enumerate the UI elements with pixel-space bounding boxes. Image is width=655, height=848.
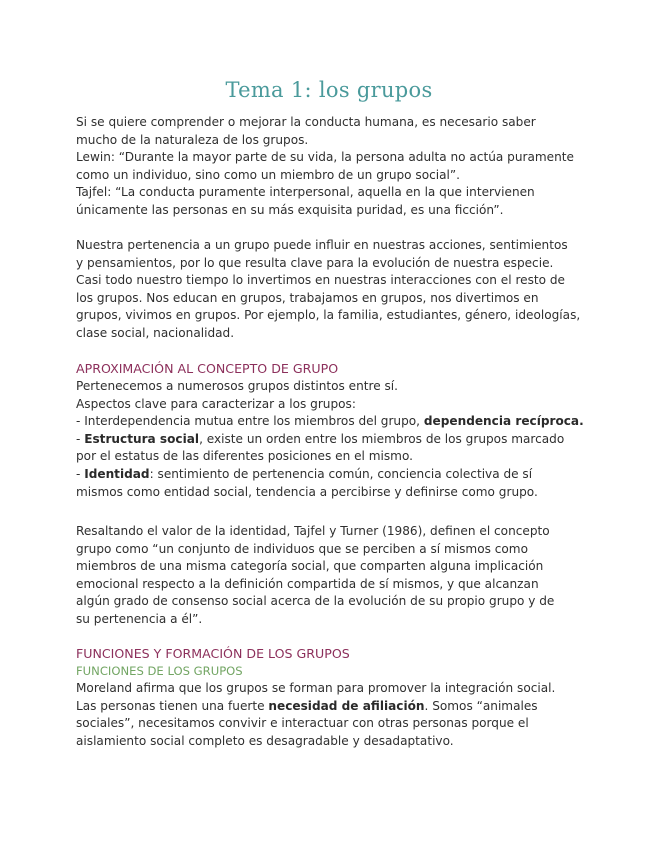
- text-line: Resaltando el valor de la identidad, Tajfel y Turner (1986), definen el concepto: [76, 524, 550, 538]
- text-line: como un individuo, sino como un miembro de un grupo social”.: [76, 167, 461, 182]
- section-heading: FUNCIONES Y FORMACIÓN DE LOS GRUPOS: [76, 646, 350, 661]
- page-title: Tema 1: los grupos: [225, 78, 433, 102]
- pertenencia-paragraph: [76, 237, 582, 343]
- bold-term: Estructura social: [84, 431, 200, 446]
- text-line: Aspectos clave para caracterizar a los grupos:: [76, 396, 356, 411]
- text-line: mucho de la naturaleza de los grupos.: [76, 132, 309, 147]
- bullet-text: - Interdependencia mutua entre los miembros del grupo,: [76, 414, 424, 429]
- text-line-afiliacion: [76, 698, 582, 716]
- text-line: algún grado de consenso social acerca de la evolución de su propio grupo y de: [76, 594, 555, 609]
- bold-term: dependencia recíproca.: [423, 414, 584, 429]
- text-line: Lewin: “Durante la mayor parte de su vida, la persona adulta no actúa puramente: [76, 150, 574, 165]
- section-heading: APROXIMACIÓN AL CONCEPTO DE GRUPO: [76, 361, 339, 376]
- line-text: Las personas tienen una fuerte: [76, 698, 269, 713]
- text-line: por el estatus de las diferentes posiciones en el mismo.: [76, 449, 413, 464]
- text-line: Moreland afirma que los grupos se forman para promover la integración social.: [76, 681, 556, 695]
- text-line: Nuestra pertenencia a un grupo puede influir en nuestras acciones, sentimientos: [76, 238, 568, 252]
- text-line: Pertenecemos a numerosos grupos distintos entre sí.: [76, 379, 399, 393]
- intro-paragraph: [76, 114, 582, 220]
- bullet-identidad: [76, 466, 582, 484]
- bullet-text: -: [76, 431, 85, 446]
- text-line: mismos como entidad social, tendencia a percibirse y definirse como grupo.: [76, 484, 538, 499]
- text-line: Si se quiere comprender o mejorar la conducta humana, es necesario saber: [76, 115, 536, 129]
- subsection-heading: FUNCIONES DE LOS GRUPOS: [76, 664, 243, 678]
- line-text: . Somos “animales: [424, 698, 538, 713]
- bullet-text: : sentimiento de pertenencia común, conciencia colectiva de sí: [149, 466, 533, 481]
- text-line: grupos, vivimos en grupos. Por ejemplo, la familia, estudiantes, género, ideologías,: [76, 308, 581, 323]
- bullet-interdependencia: [76, 413, 582, 431]
- aproximacion-section: [76, 360, 582, 501]
- text-line: clase social, nacionalidad.: [76, 325, 235, 340]
- tajfel-turner-paragraph: [76, 523, 582, 629]
- text-line: sociales”, necesitamos convivir e interactuar con otras personas porque el: [76, 716, 529, 731]
- bold-term: necesidad de afiliación: [268, 698, 425, 713]
- text-line: únicamente las personas en su más exquisita puridad, es una ficción”.: [76, 202, 504, 217]
- funciones-section: [76, 645, 582, 750]
- text-line: emocional respecto a la definición compartida de sí mismos, y que alcanzan: [76, 576, 539, 591]
- text-line: Tajfel: “La conducta puramente interpersonal, aquella en la que intervienen: [76, 185, 535, 200]
- bullet-text: , existe un orden entre los miembros de los grupos marcado: [199, 431, 565, 446]
- bold-term: Identidad: [84, 466, 150, 481]
- bullet-estructura: [76, 431, 582, 449]
- text-line: y pensamientos, por lo que resulta clave para la evolución de nuestra especie.: [76, 255, 554, 270]
- text-line: miembros de una misma categoría social, que comparten alguna implicación: [76, 559, 544, 574]
- text-line: grupo como “un conjunto de individuos que se perciben a sí mismos como: [76, 541, 528, 556]
- text-line: aislamiento social completo es desagradable y desadaptativo.: [76, 733, 454, 748]
- text-line: los grupos. Nos educan en grupos, trabajamos en grupos, nos divertimos en: [76, 290, 539, 305]
- bullet-text: -: [76, 466, 85, 481]
- text-line: su pertenencia a él”.: [76, 611, 203, 626]
- text-line: Casi todo nuestro tiempo lo invertimos en nuestras interacciones con el resto de: [76, 273, 565, 288]
